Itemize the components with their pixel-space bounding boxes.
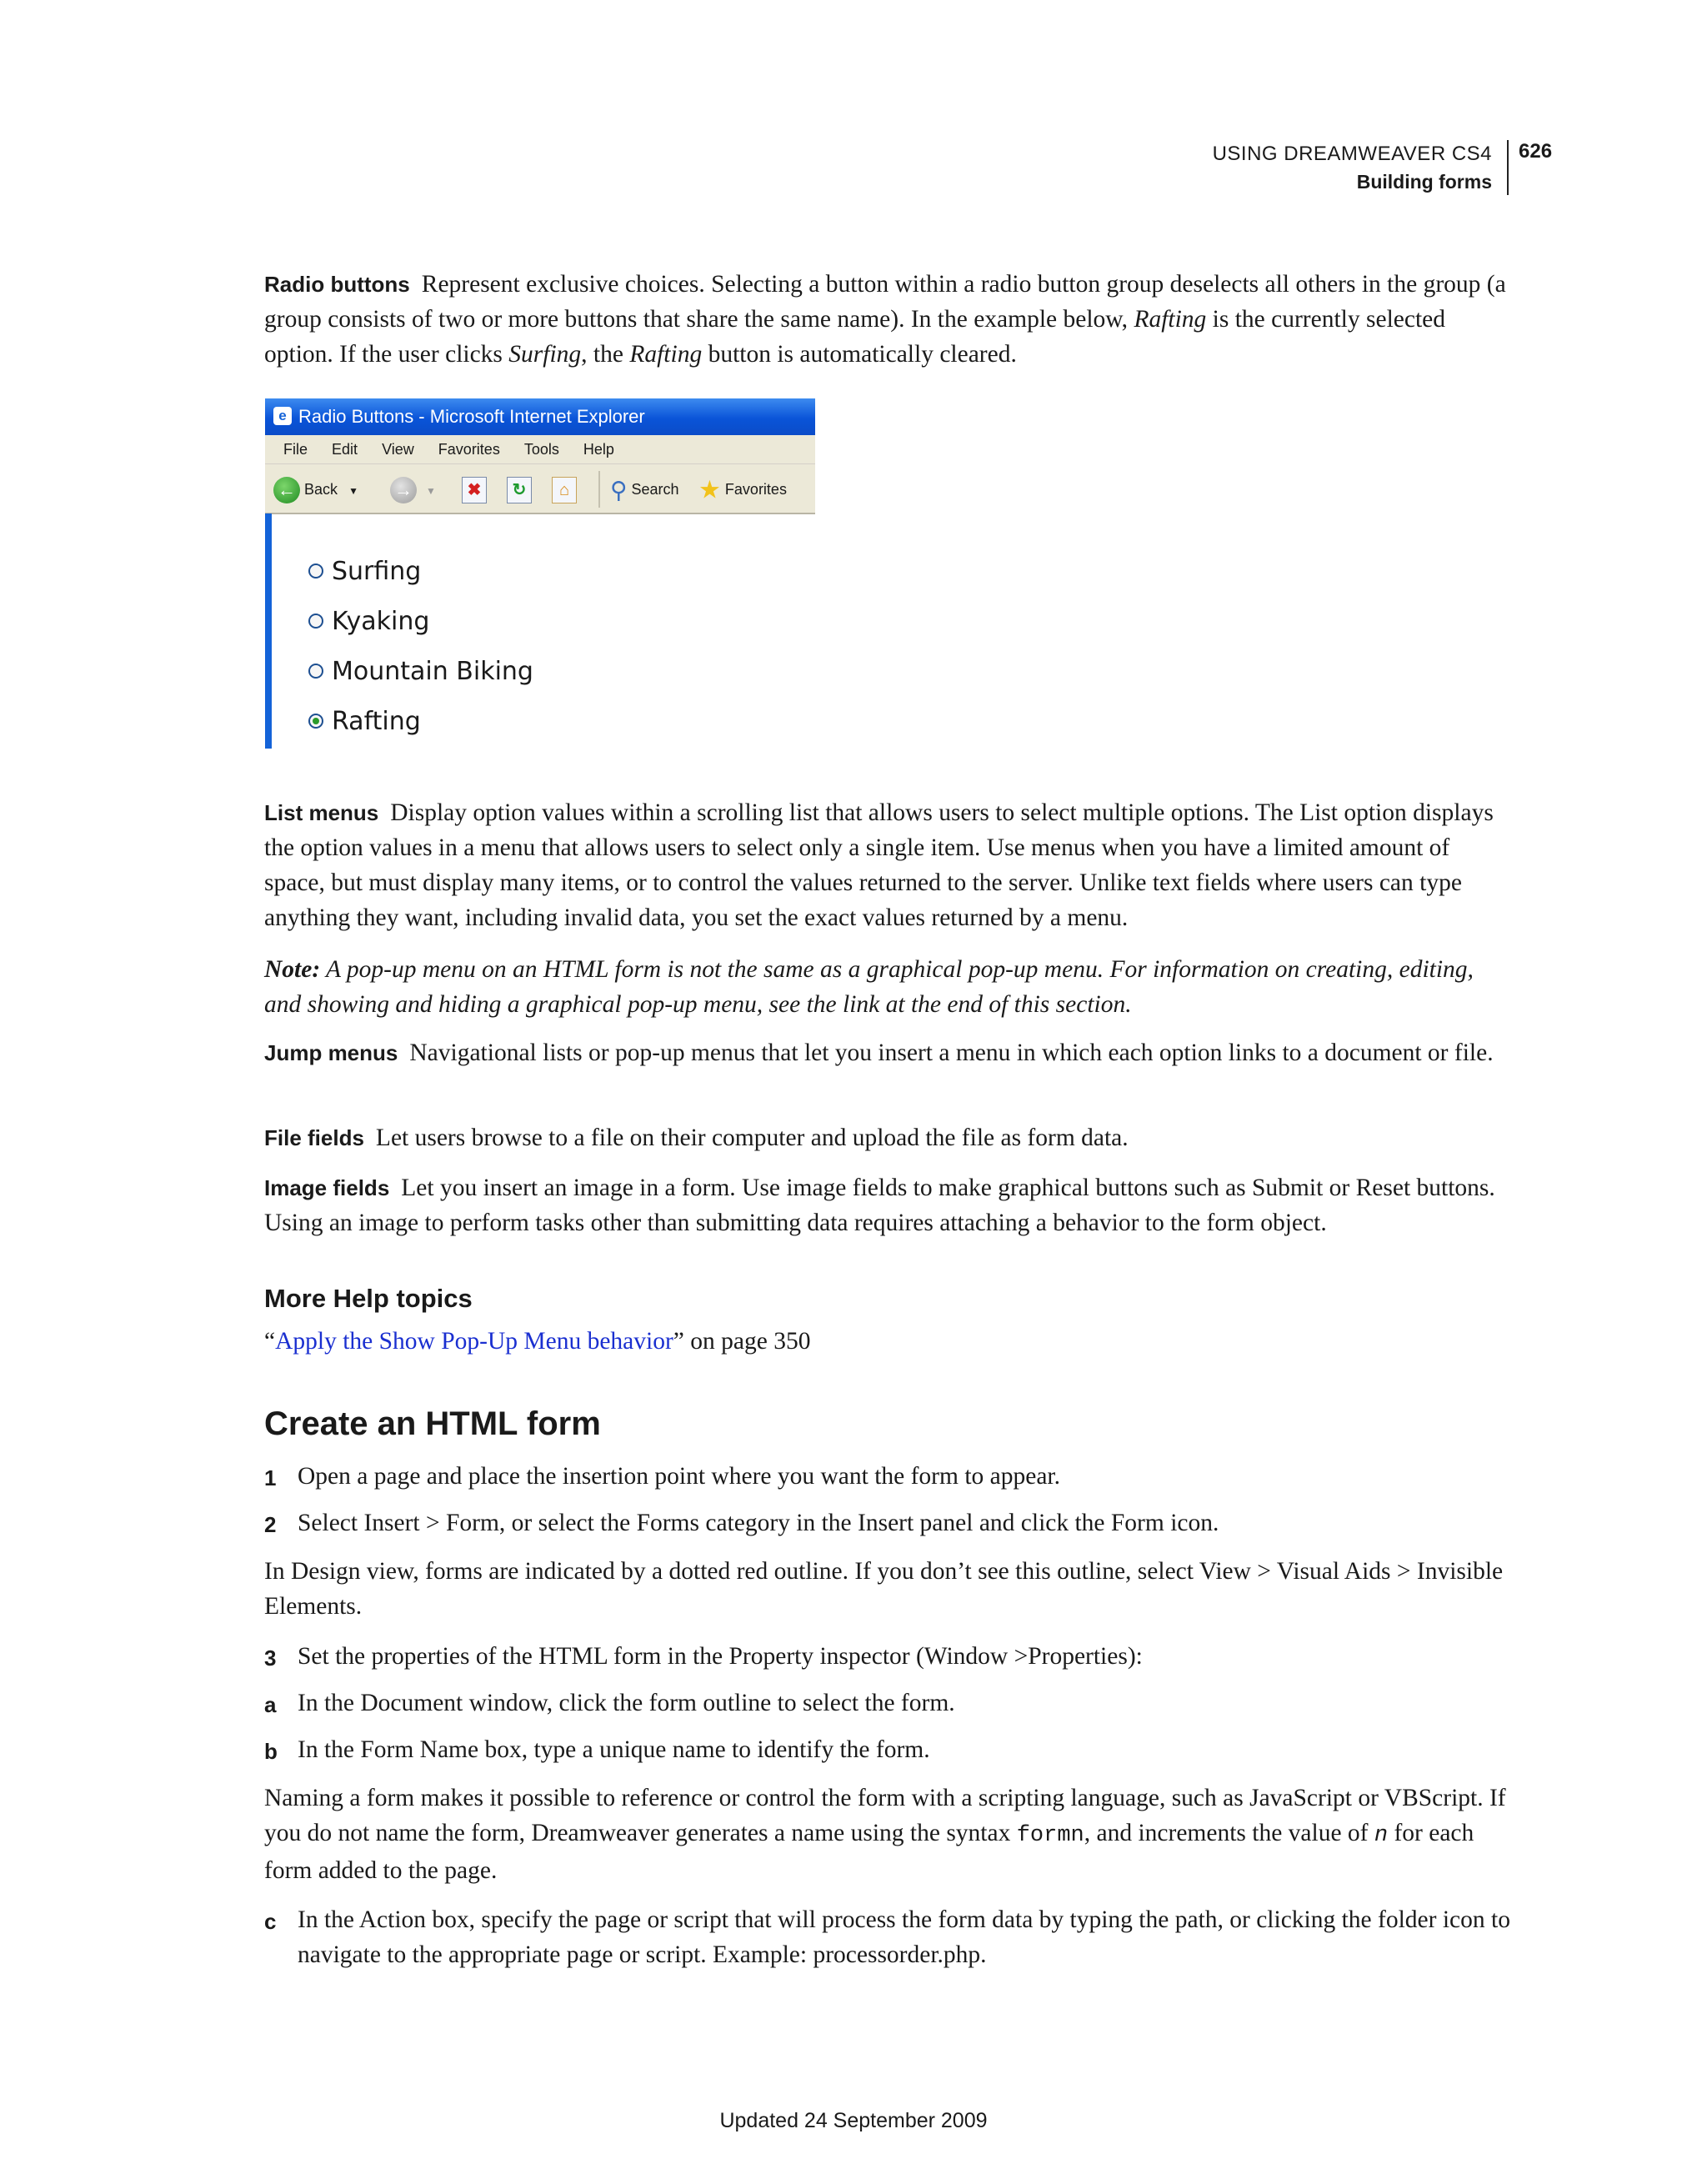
- text: Let users browse to a file on their computer and upload the file as form data.: [375, 1125, 1129, 1151]
- back-label: Back: [304, 481, 338, 498]
- step-letter: b: [264, 1739, 278, 1764]
- step-number: 2: [264, 1512, 277, 1537]
- radio-option-surfing[interactable]: [308, 555, 421, 589]
- stop-button[interactable]: [462, 475, 487, 503]
- text: ” on page 350: [673, 1328, 811, 1355]
- browser-screenshot: [265, 398, 815, 749]
- radio-label: Rafting: [332, 707, 421, 736]
- forward-button[interactable]: [390, 475, 436, 503]
- step-text: In the Form Name box, type a unique name to identify the form.: [298, 1736, 930, 1763]
- menu-favorites[interactable]: Favorites: [438, 441, 500, 458]
- radio-buttons-paragraph: [264, 267, 1514, 372]
- page-content: [265, 513, 815, 749]
- toolbar: [265, 464, 815, 514]
- header-title: USING DREAMWEAVER CS4: [1212, 143, 1492, 165]
- ie-page-icon: e: [273, 407, 292, 425]
- step-text: Open a page and place the insertion point where you want the form to appear.: [298, 1463, 1061, 1490]
- more-help-heading: More Help topics: [264, 1284, 473, 1313]
- text: , and increments the value of: [1084, 1820, 1374, 1846]
- refresh-button[interactable]: [507, 475, 532, 503]
- step-c: [264, 1902, 1514, 1972]
- header-subtitle: Building forms: [1356, 171, 1492, 193]
- term-image-fields: Image fields: [264, 1175, 390, 1200]
- radio-button[interactable]: [308, 564, 323, 579]
- naming-paragraph: [264, 1781, 1514, 1888]
- menu-tools[interactable]: Tools: [523, 441, 559, 458]
- radio-button[interactable]: [308, 614, 323, 629]
- menu-help[interactable]: Help: [583, 441, 614, 458]
- step-letter: c: [264, 1909, 277, 1934]
- section-heading: Create an HTML form: [264, 1405, 601, 1442]
- text: is the currently selected option. If the user clicks: [264, 306, 1445, 368]
- text: for each form added to the page.: [264, 1820, 1474, 1884]
- step-b: [264, 1732, 1514, 1767]
- back-arrow-icon: ←: [273, 477, 300, 503]
- step-number: 1: [264, 1465, 277, 1490]
- emphasis: Rafting: [1134, 306, 1207, 333]
- favorites-button[interactable]: [698, 475, 787, 503]
- text: button is automatically cleared.: [702, 341, 1017, 368]
- jump-menus-paragraph: [264, 1035, 1514, 1070]
- text: Navigational lists or pop-up menus that let you insert a menu in which each option links to a document or file.: [409, 1039, 1494, 1066]
- note-paragraph: [264, 952, 1514, 1022]
- help-link[interactable]: Apply the Show Pop-Up Menu behavior: [275, 1328, 673, 1355]
- radio-option-mountain-biking[interactable]: [308, 655, 533, 689]
- search-button[interactable]: [610, 475, 679, 503]
- design-view-paragraph: In Design view, forms are indicated by a dotted red outline. If you don’t see this outline, select View > Visual Aids > Invisible Elements.: [264, 1558, 1504, 1620]
- toolbar-separator: [598, 471, 600, 508]
- menu-bar: [265, 435, 815, 464]
- home-icon: ⌂: [552, 477, 577, 503]
- text: “: [264, 1328, 276, 1355]
- menu-file[interactable]: File: [283, 441, 308, 458]
- step-text: In the Document window, click the form outline to select the form.: [298, 1690, 955, 1716]
- term-file-fields: File fields: [264, 1125, 364, 1150]
- page-number: 626: [1519, 140, 1553, 163]
- refresh-icon: ↻: [507, 477, 532, 503]
- more-help-link-line: [264, 1324, 1514, 1359]
- term-jump-menus: Jump menus: [264, 1040, 398, 1065]
- text: A pop-up menu on an HTML form is not the same as a graphical pop-up menu. For information on creating, editing, and showing and hiding a graphical pop-up menu, see the link at the end of this section.: [264, 956, 1474, 1018]
- list-menus-paragraph: [264, 795, 1514, 935]
- step-text: In the Action box, specify the page or script that will process the form data by typing the path, or clicking the folder icon to navigate to the appropriate page or script. Example: processorder.php.: [298, 1906, 1510, 1968]
- running-header: [1213, 140, 1509, 195]
- image-fields-paragraph: [264, 1170, 1514, 1240]
- step-number: 3: [264, 1646, 277, 1671]
- text: Let you insert an image in a form. Use image fields to make graphical buttons such as Submit or Reset buttons. Using an image to perform tasks other than submitting data requires attaching a behavior to the form object.: [264, 1175, 1495, 1236]
- home-button[interactable]: [552, 475, 577, 503]
- search-label: Search: [631, 481, 679, 498]
- search-icon: ⚲: [610, 477, 628, 503]
- radio-label: Surfing: [332, 557, 422, 586]
- radio-button[interactable]: [308, 664, 323, 679]
- step-a: [264, 1686, 1514, 1721]
- note-label: Note:: [264, 956, 321, 983]
- step-letter: a: [264, 1692, 277, 1717]
- star-icon: ★: [698, 476, 721, 504]
- step-text: Select Insert > Form, or select the Forms category in the Insert panel and click the Form icon.: [298, 1510, 1219, 1536]
- text: , the: [581, 341, 630, 368]
- step-1: [264, 1459, 1514, 1494]
- emphasis: Surfing: [508, 341, 582, 368]
- menu-view[interactable]: View: [382, 441, 414, 458]
- code: n: [1374, 1823, 1389, 1848]
- stop-icon: ✖: [462, 477, 487, 503]
- radio-label: Mountain Biking: [332, 657, 533, 686]
- favorites-label: Favorites: [724, 481, 787, 498]
- emphasis: Rafting: [629, 341, 703, 368]
- forward-arrow-icon: →: [390, 477, 417, 503]
- term-list-menus: List menus: [264, 800, 379, 825]
- text: Display option values within a scrolling list that allows users to select multiple options. The List option displays the option values in a menu that allows users to select only a single item. Use menus when you have a limited amount of space, but must display many items, or to control the values returned to the server. Unlike text fields where users can type anything they want, including invalid data, you set the exact values returned by a menu.: [264, 799, 1494, 931]
- radio-option-rafting[interactable]: [308, 705, 421, 739]
- step-text: Set the properties of the HTML form in the Property inspector (Window >Properties):: [298, 1643, 1143, 1670]
- footer-updated: Updated 24 September 2009: [719, 2109, 988, 2132]
- step-3: [264, 1639, 1514, 1674]
- dropdown-arrow-icon: ▼: [348, 485, 358, 497]
- term-radio-buttons: Radio buttons: [264, 272, 410, 297]
- back-button[interactable]: [273, 475, 358, 503]
- radio-button-selected[interactable]: [308, 714, 323, 729]
- text: Naming a form makes it possible to reference or control the form with a scripting language, such as JavaScript or VBScript. If you do not name the form, Dreamweaver generates a name using the syntax: [264, 1785, 1506, 1846]
- menu-edit[interactable]: Edit: [332, 441, 358, 458]
- code: formn: [1016, 1823, 1084, 1848]
- window-title: Radio Buttons - Microsoft Internet Explorer: [298, 406, 645, 427]
- radio-option-kyaking[interactable]: [308, 605, 429, 639]
- window-title-bar: [265, 398, 815, 435]
- dropdown-arrow-icon: ▼: [426, 485, 436, 497]
- step-2: [264, 1505, 1514, 1540]
- text: Represent exclusive choices. Selecting a button within a radio button group deselects all others in the group (a group consists of two or more buttons that share the same name). In the example below,: [264, 271, 1506, 333]
- file-fields-paragraph: [264, 1120, 1514, 1155]
- radio-label: Kyaking: [332, 607, 430, 636]
